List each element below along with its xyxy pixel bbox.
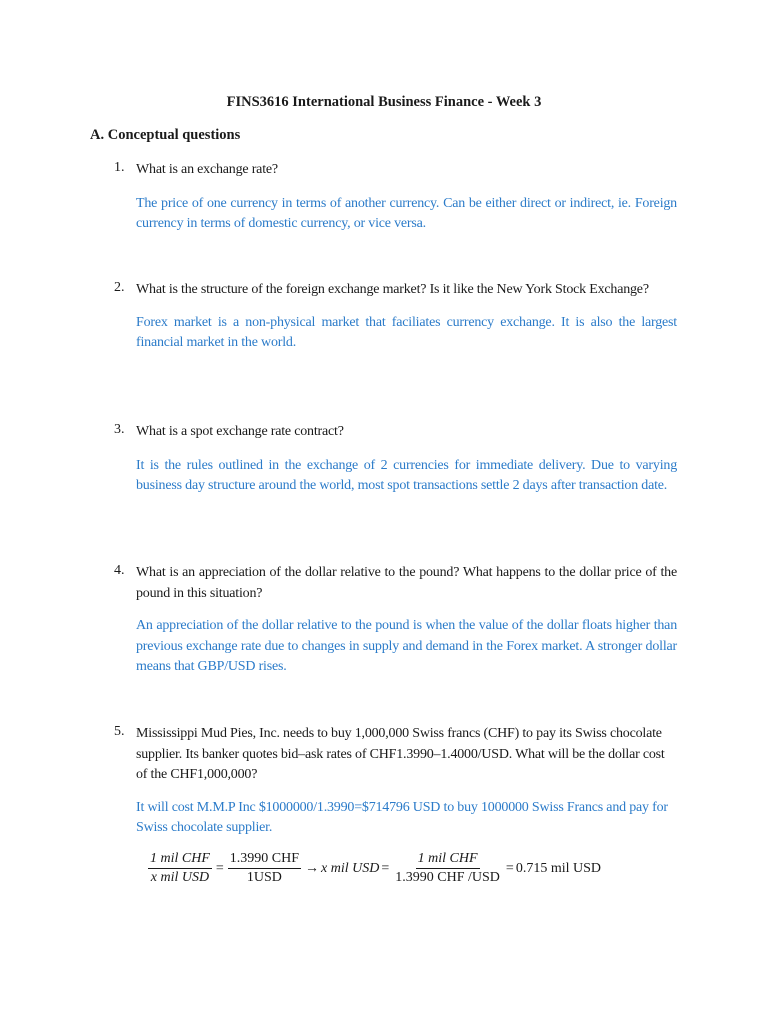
question-text: What is an exchange rate?	[136, 162, 278, 177]
question-text: Mississippi Mud Pies, Inc. needs to buy 1,000,000 Swiss francs (CHF) to pay its Swiss chocolate supplier. Its banker quotes bid–ask rates of CHF1.3990–1.4000/USD. What will be the dollar cost of the CHF1,000,000?	[136, 726, 665, 782]
equation-result: 0.715 mil USD	[515, 860, 601, 876]
answer-text: An appreciation of the dollar relative to the pound is when the value of the dollar floats higher than previous exchange rate due to changes in supply and demand in the Forex market. A stronger dollar means that GBP/USD rises.	[136, 618, 677, 674]
question-number: 4.	[114, 563, 125, 578]
conversion-equation	[146, 851, 601, 886]
question-number: 2.	[114, 280, 125, 295]
equals-sign: =	[215, 860, 224, 876]
answer-text: The price of one currency in terms of another currency. Can be either direct or indirect, ie. Foreign currency in terms of domestic currency, or vice versa.	[136, 195, 677, 231]
question-number: 1.	[114, 160, 125, 175]
fraction-numerator: 1.3990 CHF	[228, 851, 301, 869]
equation-term: x mil USD	[321, 860, 380, 876]
question-text: What is an appreciation of the dollar relative to the pound? What happens to the dollar price of the pound in this situation?	[136, 565, 677, 601]
question-block-1	[114, 160, 677, 235]
fraction-numerator: 1 mil CHF	[148, 851, 212, 869]
answer-text: It is the rules outlined in the exchange of 2 currencies for immediate delivery. Due to varying business day structure around the world, most spot transactions settle 2 days after transaction date.	[136, 457, 677, 493]
answer-text: Forex market is a non-physical market that faciliates currency exchange. It is also the largest financial market in the world.	[136, 314, 677, 350]
question-text: What is the structure of the foreign exchange market? Is it like the New York Stock Exchange?	[136, 282, 649, 297]
fraction-denominator: x mil USD	[150, 870, 210, 885]
question-block-4	[114, 563, 677, 678]
fraction-denominator: 1.3990 CHF /USD	[395, 870, 500, 885]
fraction-numerator: 1 mil CHF	[416, 851, 480, 869]
question-number: 5.	[114, 724, 125, 739]
question-block-3	[114, 422, 677, 497]
question-block-2	[114, 280, 677, 354]
fraction-2	[228, 851, 301, 886]
section-heading: A. Conceptual questions	[90, 127, 241, 143]
arrow-symbol: →	[305, 860, 320, 876]
fraction-3	[393, 851, 502, 886]
document-title: FINS3616 International Business Finance - Week 3	[226, 94, 542, 110]
equals-sign: =	[505, 860, 514, 876]
question-text: What is a spot exchange rate contract?	[136, 424, 344, 439]
question-number: 3.	[114, 422, 125, 437]
equals-sign: =	[381, 860, 390, 876]
fraction-1	[148, 851, 212, 886]
fraction-denominator: 1USD	[246, 870, 282, 885]
question-block-5	[114, 724, 677, 839]
answer-text: It will cost M.M.P Inc $1000000/1.3990=$714796 USD to buy 1000000 Swiss Francs and pay for Swiss chocolate supplier.	[136, 799, 668, 835]
